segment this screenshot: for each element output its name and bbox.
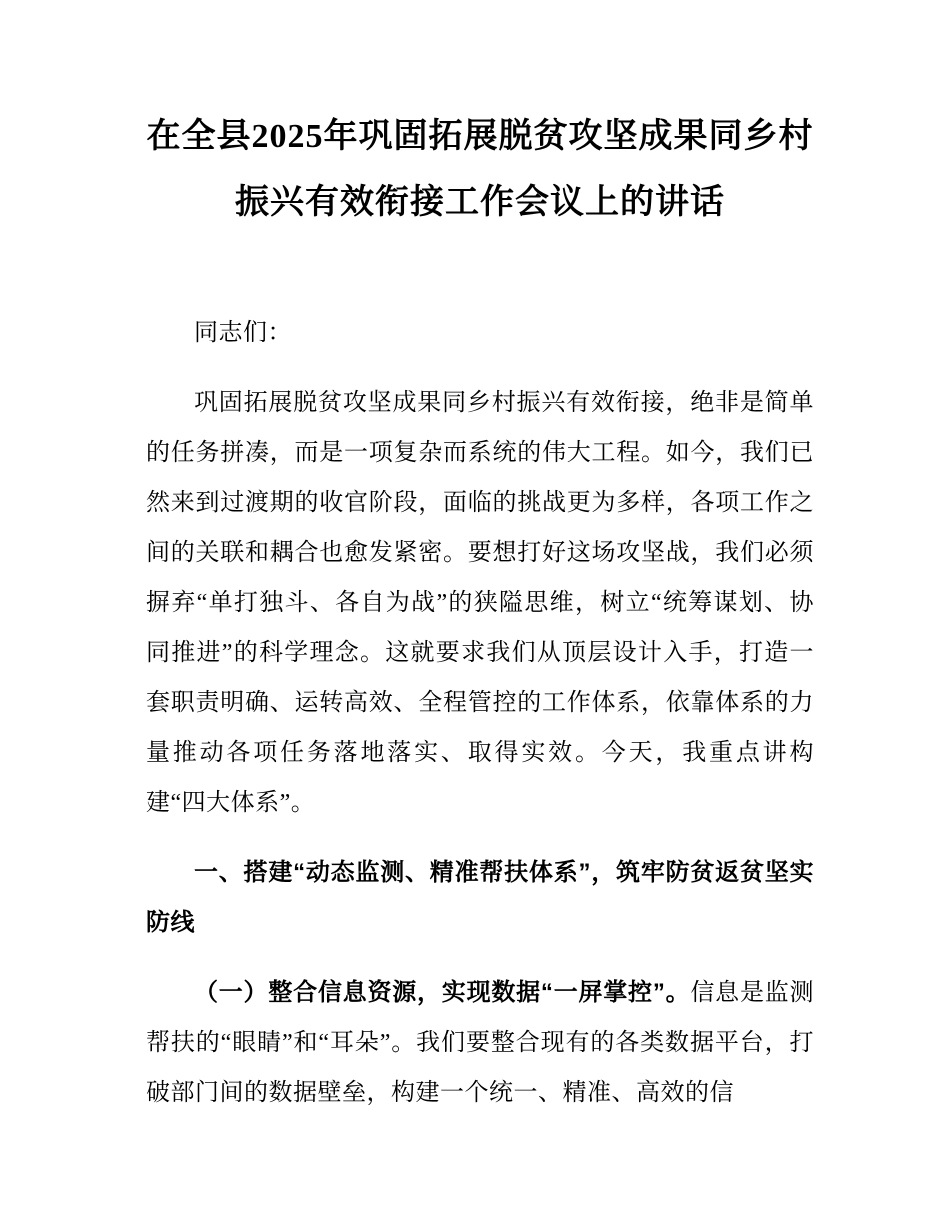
paragraph-section-1-1-lead: （一）整合信息资源，实现数据“一屏掌控”。 [194, 979, 691, 1006]
paragraph-section-1-1 [146, 968, 814, 1118]
document-title [146, 104, 814, 236]
document-body [146, 308, 814, 1118]
salutation: 同志们： [194, 320, 292, 346]
paragraph-section-1-1-body: 信息是监测帮扶的“眼睛”和“耳朵”。我们要整合现有的各类数据平台，打破部门间的数据壁垒，构建一个统一、精准、高效的信 [146, 980, 815, 1106]
document-title-line-2: 振兴有效衔接工作会议上的讲话 [235, 184, 725, 221]
paragraph-intro: 巩固拓展脱贫攻坚成果同乡村振兴有效衔接，绝非是简单的任务拼凑，而是一项复杂而系统的伟大工程。如今，我们已然来到过渡期的收官阶段，面临的挑战更为多样，各项工作之间的关联和耦合也愈发紧密。要想打好这场攻坚战，我们必须摒弃“单打独斗、各自为战”的狭隘思维，树立“统筹谋划、协同推进”的科学理念。这就要求我们从顶层设计入手，打造一套职责明确、运转高效、全程管控的工作体系，依靠体系的力量推动各项任务落地落实、取得实效。今天，我重点讲构建“四大体系”。 [146, 390, 814, 816]
section-heading-1: 一、搭建“动态监测、精准帮扶体系”，筑牢防贫返贫坚实防线 [146, 859, 814, 936]
document-title-line-1: 在全县2025年巩固拓展脱贫攻坚成果同乡村 [146, 118, 814, 155]
